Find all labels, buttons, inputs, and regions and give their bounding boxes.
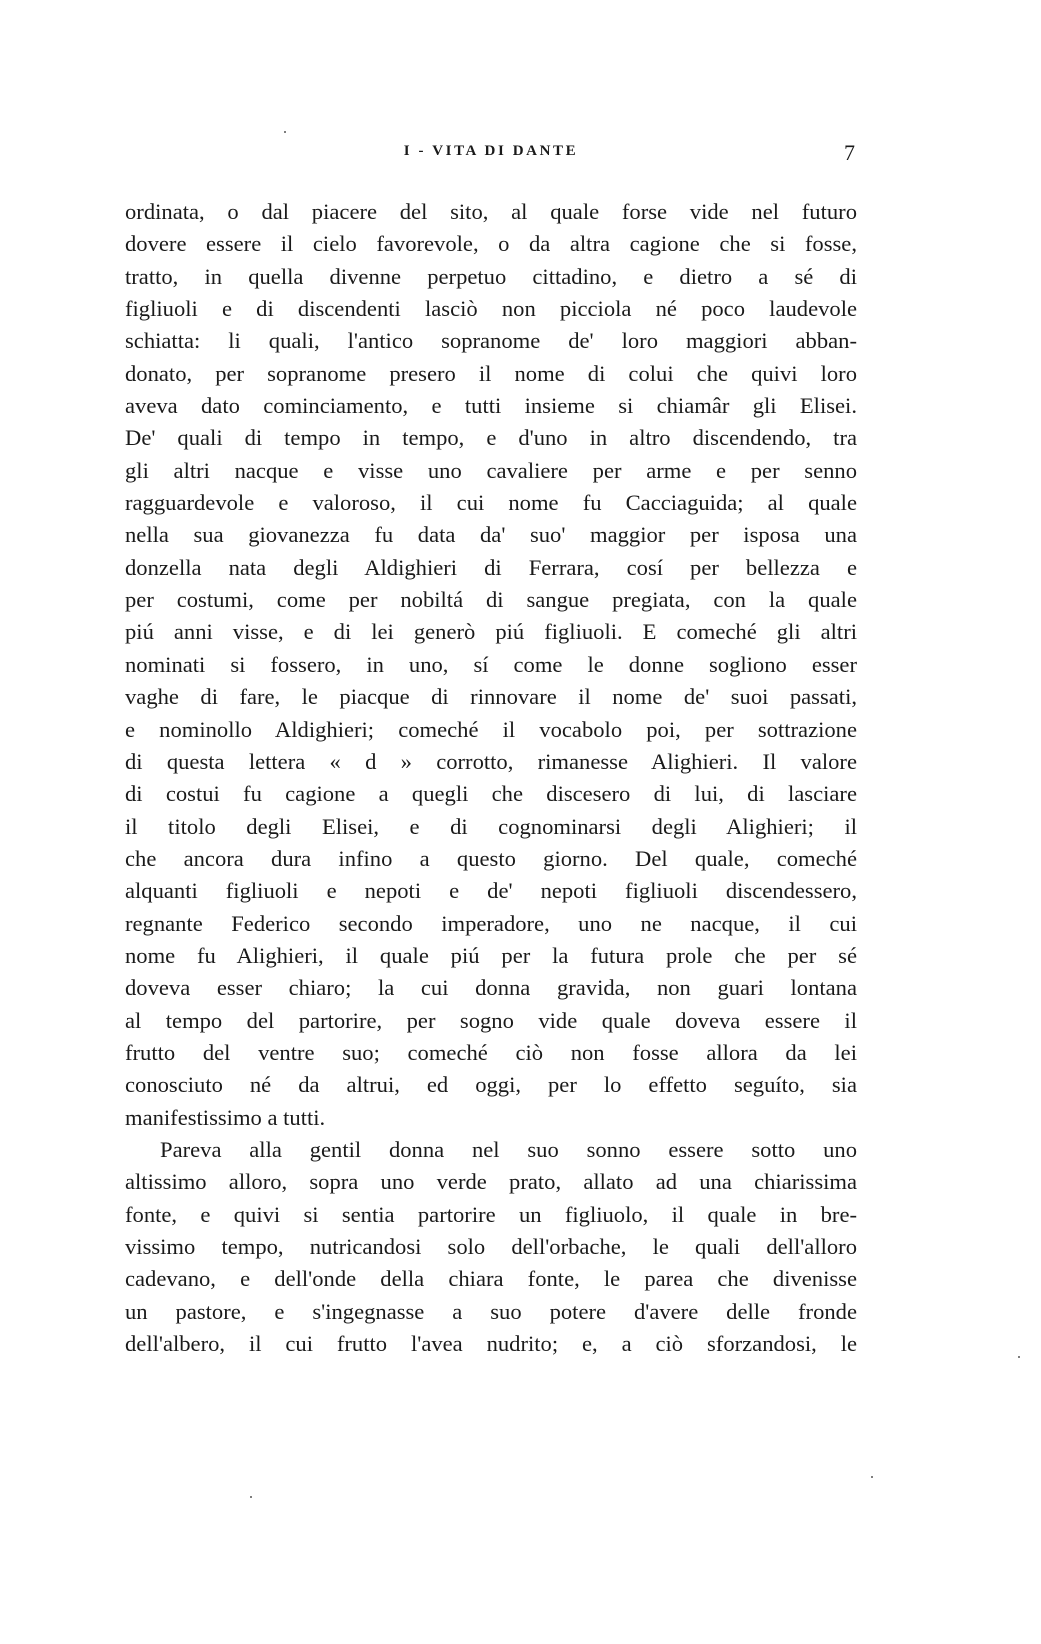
text-line: figliuoli e di discendenti lasciò non picciola né poco laudevole xyxy=(125,296,857,322)
running-head xyxy=(125,140,857,173)
text-line: nome fu Alighieri, il quale piú per la futura prole che per sé xyxy=(125,942,857,968)
text-line: manifestissimo a tutti. xyxy=(125,1104,326,1130)
text-line: dovere essere il cielo favorevole, o da altra cagione che si fosse, xyxy=(125,231,857,257)
text-line: cadevano, e dell'onde della chiara fonte, le parea che divenisse xyxy=(125,1266,857,1292)
page-number: 7 xyxy=(844,140,855,165)
text-line: fonte, e quivi si sentia partorire un figliuolo, il quale in bre- xyxy=(125,1201,857,1227)
text-line: ordinata, o dal piacere del sito, al quale forse vide nel futuro xyxy=(125,199,857,224)
text-line: donzella nata degli Aldighieri di Ferrara, cosí per bellezza e xyxy=(125,554,857,580)
text-line: nominati si fossero, in uno, sí come le donne sogliono esser xyxy=(125,651,857,677)
text-line: vissimo tempo, nutricandosi solo dell'orbache, le quali dell'alloro xyxy=(125,1234,857,1259)
scan-speck xyxy=(1018,1356,1020,1358)
text-line: di costui fu cagione a quegli che discesero di lui, di lasciare xyxy=(125,781,857,807)
body-text xyxy=(125,196,857,1360)
text-line: aveva dato cominciamento, e tutti insieme si chiamâr gli Elisei. xyxy=(125,393,857,419)
text-line: e nominollo Aldighieri; comeché il vocabolo poi, per sottrazione xyxy=(125,716,857,742)
text-line: per costumi, come per nobiltá di sangue pregiata, con la quale xyxy=(125,587,857,613)
scan-speck xyxy=(284,131,286,133)
text-line: un pastore, e s'ingegnasse a suo potere d'avere delle fronde xyxy=(125,1298,857,1324)
text-line: al tempo del partorire, per sogno vide quale doveva essere il xyxy=(125,1007,857,1033)
scan-speck xyxy=(871,1476,873,1478)
text-line: piú anni visse, e di lei generò piú figliuoli. E comeché gli altri xyxy=(125,619,857,645)
text-line: Pareva alla gentil donna nel suo sonno essere sotto uno xyxy=(160,1136,857,1162)
text-line: schiatta: li quali, l'antico sopranome de' loro maggiori abban- xyxy=(125,328,857,354)
text-line: di questa lettera « d » corrotto, rimanesse Alighieri. Il valore xyxy=(125,748,857,774)
text-line: dell'albero, il cui frutto l'avea nudrito; e, a ciò sforzandosi, le xyxy=(125,1331,857,1357)
text-line: vaghe di fare, le piacque di rinnovare il nome de' suoi passati, xyxy=(125,684,857,710)
text-line: che ancora dura infino a questo giorno. Del quale, comeché xyxy=(125,845,857,871)
text-line: il titolo degli Elisei, e di cognominarsi degli Alighieri; il xyxy=(125,813,857,839)
text-line: frutto del ventre suo; comeché ciò non fosse allora da lei xyxy=(125,1039,857,1065)
text-line: doveva esser chiaro; la cui donna gravida, non guari lontana xyxy=(125,975,857,1001)
text-line: gli altri nacque e visse uno cavaliere per arme e per senno xyxy=(125,457,857,483)
scan-speck xyxy=(250,1496,252,1498)
text-line: regnante Federico secondo imperadore, uno ne nacque, il cui xyxy=(125,910,857,936)
running-title: I - VITA DI DANTE xyxy=(403,143,579,159)
text-line: alquanti figliuoli e nepoti e de' nepoti figliuoli discendessero, xyxy=(125,878,857,904)
paragraph-1 xyxy=(125,196,857,1134)
text-line: donato, per sopranome presero il nome di colui che quivi loro xyxy=(125,360,857,386)
text-line: nella sua giovanezza fu data da' suo' maggior per isposa una xyxy=(125,522,857,548)
text-line: conosciuto né da altrui, ed oggi, per lo effetto seguíto, sia xyxy=(125,1072,857,1098)
paragraph-2 xyxy=(125,1134,857,1360)
text-line: altissimo alloro, sopra uno verde prato, allato ad una chiarissima xyxy=(125,1169,857,1195)
text-line: ragguardevole e valoroso, il cui nome fu Cacciaguida; al quale xyxy=(125,490,857,516)
text-line: tratto, in quella divenne perpetuo cittadino, e dietro a sé di xyxy=(125,263,857,289)
text-line: De' quali di tempo in tempo, e d'uno in altro discendendo, tra xyxy=(125,425,857,451)
